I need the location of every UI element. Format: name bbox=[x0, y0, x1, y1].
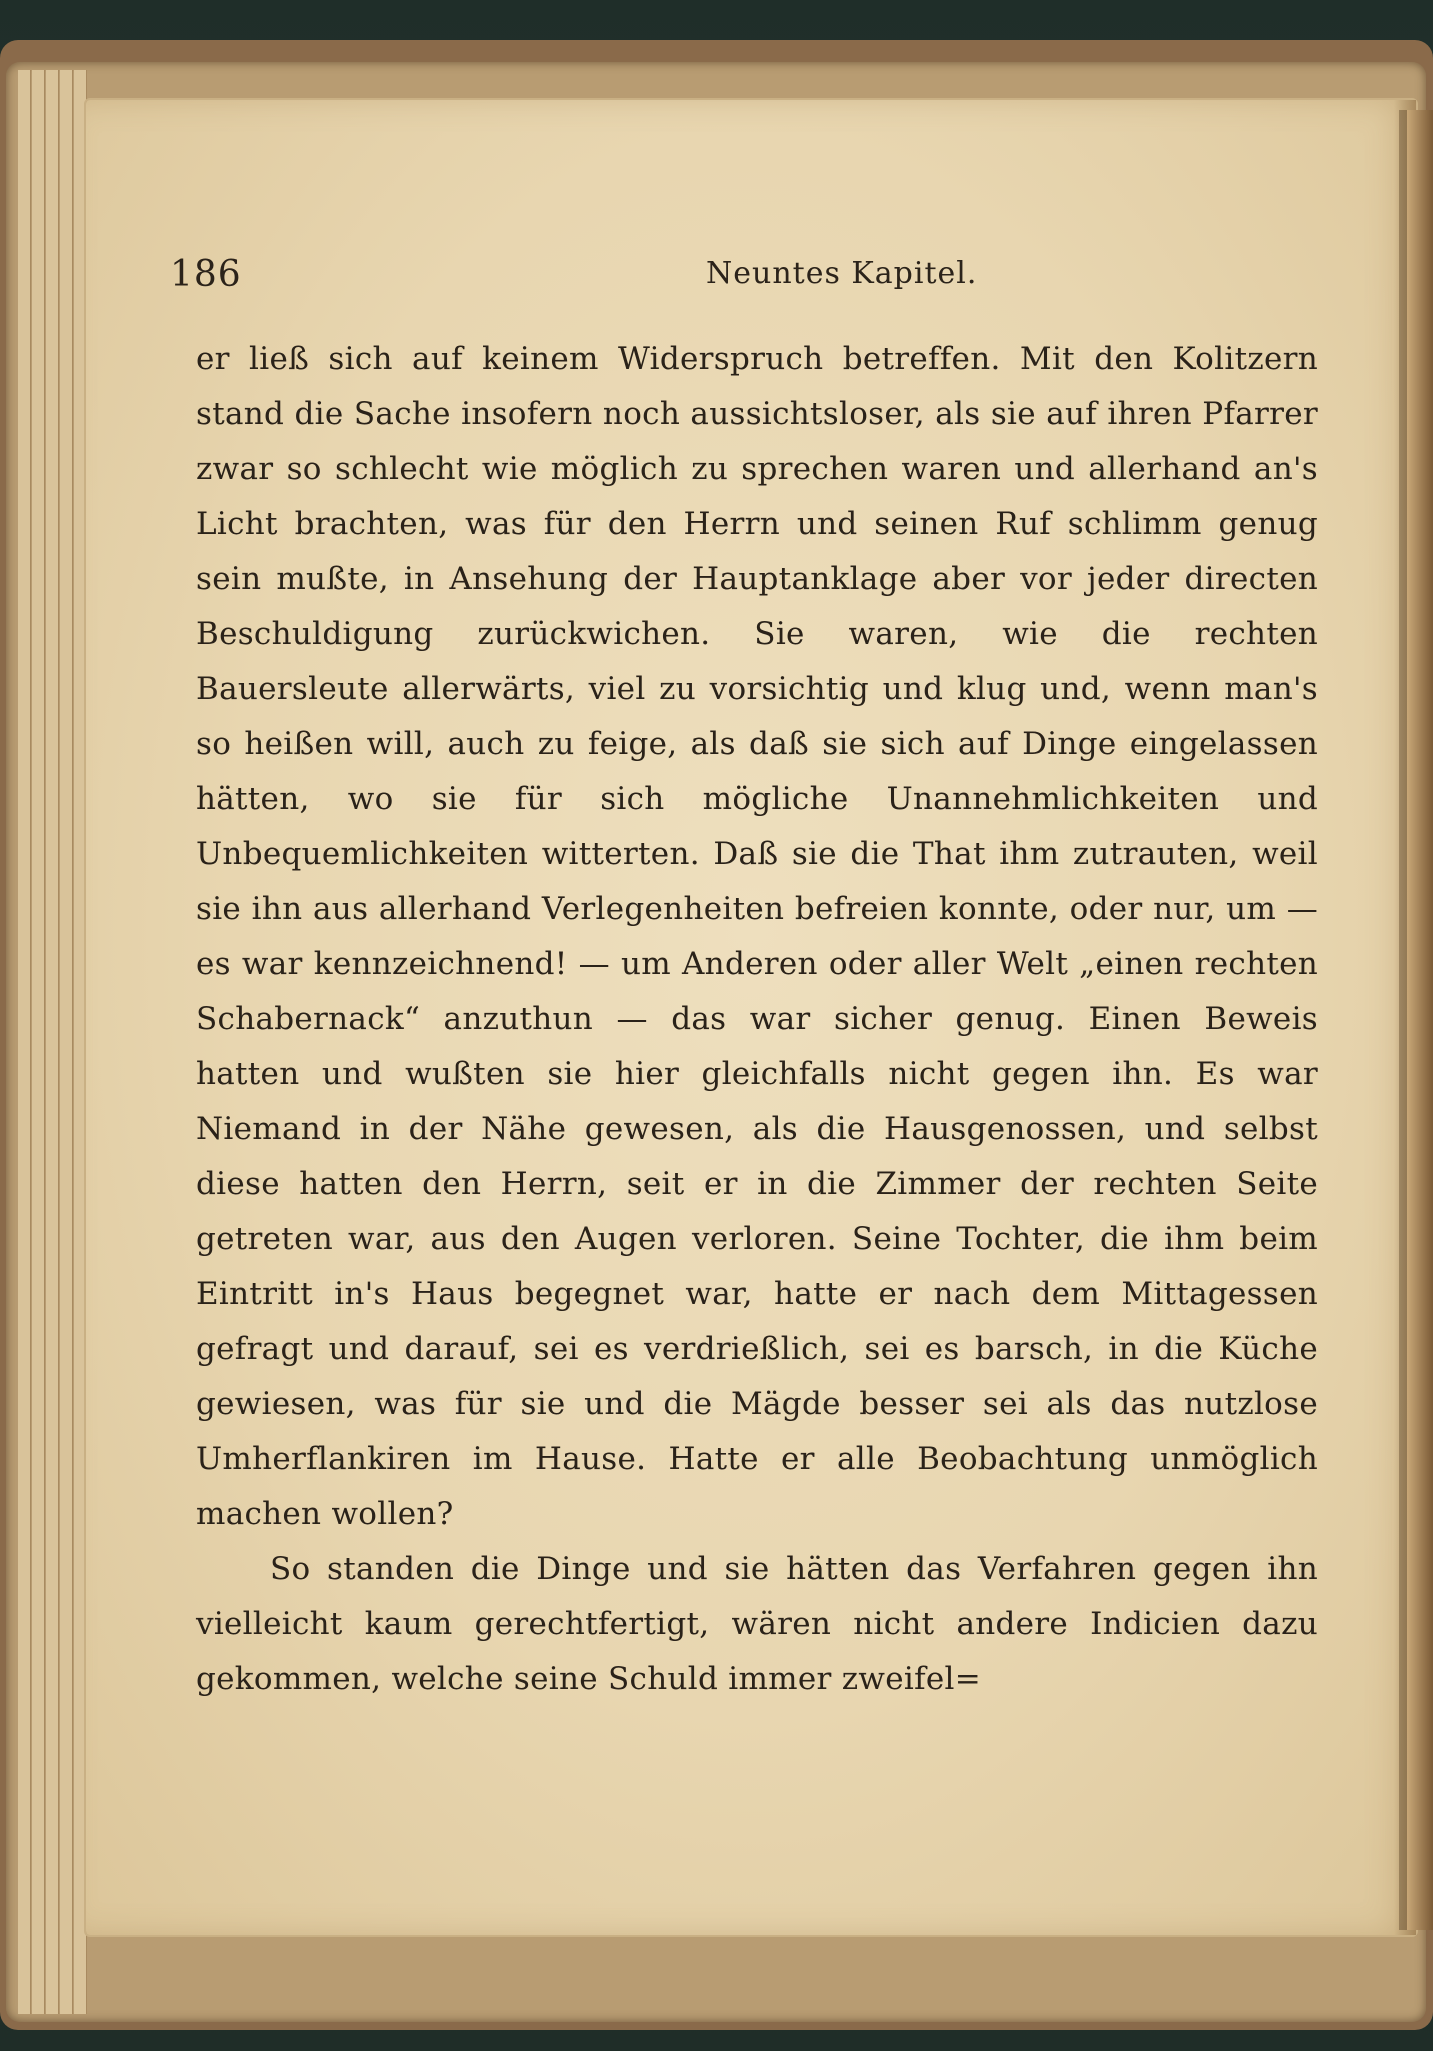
running-head: Neuntes Kapitel. bbox=[706, 256, 978, 291]
page-edge-layer bbox=[60, 70, 73, 2014]
book-right-edge bbox=[1407, 110, 1433, 1930]
page-edge-layer bbox=[32, 70, 45, 2014]
page-number: 186 bbox=[170, 254, 242, 295]
page-edge-layer bbox=[18, 70, 31, 2014]
page-edge-layer bbox=[46, 70, 59, 2014]
paragraph: So standen die Dinge und sie hätten das Verfahren gegen ihn vielleicht kaum gerechtfertigt, wären nicht andere Indicien dazu gekommen, welche seine Schuld immer zweifel= bbox=[196, 1551, 1318, 1697]
book-page bbox=[86, 100, 1416, 1935]
paragraph: er ließ sich auf keinem Widerspruch betreffen. Mit den Kolitzern stand die Sache insofern noch aussichtsloser, als sie auf ihren Pfarrer zwar so schlecht wie möglich zu sprechen waren und allerhand an's Licht brachten, was für den Herrn und seinen Ruf schlimm genug sein mußte, in Ansehung der Hauptanklage aber vor jeder directen Beschuldigung zurückwichen. Sie waren, wie die rechten Bauersleute allerwärts, viel zu vorsichtig und klug und, wenn man's so heißen will, auch zu feige, als daß sie sich auf Dinge eingelassen hätten, wo sie für sich mögliche Unannehmlichkeiten und Unbequemlichkeiten witterten. Daß sie die That ihm zutrauten, weil sie ihn aus allerhand Verlegenheiten befreien konnte, oder nur, um — es war kennzeichnend! — um Anderen oder aller Welt „einen rechten Schabernack“ anzuthun — das war sicher genug. Einen Beweis hatten und wußten sie hier gleichfalls nicht gegen ihn. Es war Niemand in der Nähe gewesen, als die Hausgenossen, und selbst diese hatten den Herrn, seit er in die Zimmer der rechten Seite getreten war, aus den Augen verloren. Seine Tochter, die ihm beim Eintritt in's Haus begegnet war, hatte er nach dem Mittagessen gefragt und darauf, sei es verdrießlich, sei es barsch, in die Küche gewiesen, was für sie und die Mägde besser sei als das nutzlose Umherflankiren im Hause. Hatte er alle Beobachtung unmöglich machen wollen? bbox=[196, 341, 1318, 1532]
body-text bbox=[196, 332, 1318, 1707]
